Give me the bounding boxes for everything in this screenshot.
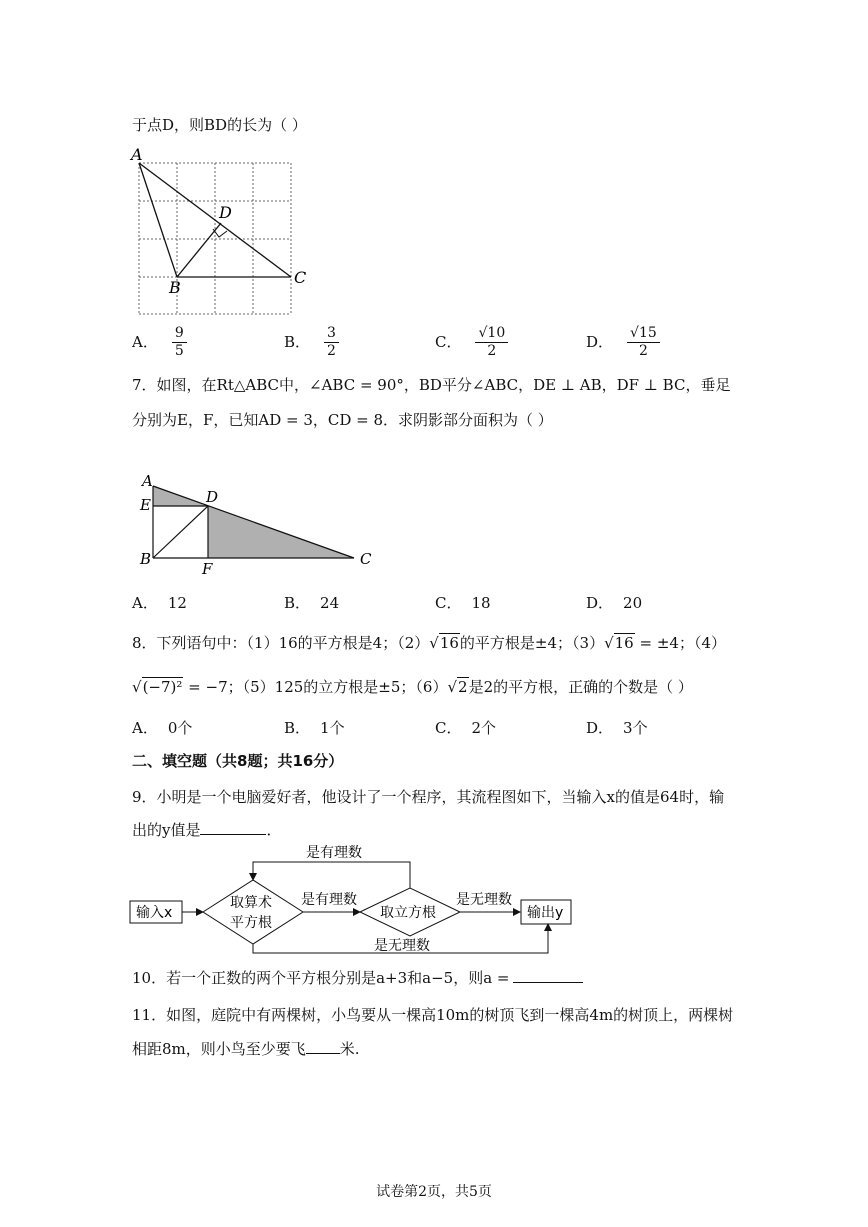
q6-option-d[interactable]: [586, 326, 660, 360]
q7-option-d[interactable]: [586, 592, 642, 613]
q7-label-a: A: [142, 472, 153, 490]
option-letter: A．: [132, 594, 158, 612]
flow-sqrt-line2: 平方根: [230, 915, 272, 931]
sqrt-expression: √16: [604, 634, 634, 652]
q9-text: ．: [266, 821, 282, 839]
q9-line-2: [132, 819, 282, 840]
q7-option-b[interactable]: [284, 592, 339, 613]
q6-label-c: C: [294, 268, 306, 287]
option-letter: C．: [435, 332, 462, 351]
option-value: 12: [167, 594, 187, 612]
q11-line-1: 11．如图，庭院中有两棵树，小鸟要从一棵高10m的树顶飞到一棵高4m的树顶上，两棵树: [132, 1006, 734, 1024]
q7-line-1: 7．如图，在Rt△ABC中，∠ABC = 90°，BD平分∠ABC，DE ⊥ AB，DF ⊥ BC，垂足: [132, 376, 731, 394]
flow-output-label: 输出y: [527, 905, 564, 921]
option-value: 24: [320, 594, 340, 612]
sqrt-expression: √(−7)²: [132, 678, 183, 696]
option-letter: B．: [284, 594, 311, 612]
q10-text: 10．若一个正数的两个平方根分别是a+3和a−5，则a =: [132, 969, 510, 987]
q6-option-a[interactable]: [132, 326, 187, 360]
q6-stem-tail: 于点D，则BD的长为（ ）: [132, 116, 307, 134]
q8-text: 的平方根是±4；（3）: [459, 634, 605, 652]
flow-label-rational-top: 是有理数: [306, 845, 362, 861]
q9-text: 出的y值是: [132, 821, 201, 839]
q11-line-2: [132, 1038, 360, 1059]
flow-input-label: 输入x: [136, 905, 173, 921]
q7-label-c: C: [360, 550, 372, 568]
option-value: 18: [471, 594, 491, 612]
option-value: 0个: [167, 719, 193, 737]
q9-flowchart: [128, 840, 578, 958]
option-value: 1个: [320, 719, 345, 737]
q7-line-2: 分别为E，F，已知AD = 3，CD = 8．求阴影部分面积为（ ）: [132, 411, 553, 429]
section-heading: 二、填空题（共8题；共16分）: [132, 752, 344, 770]
q7-label-b: B: [140, 550, 152, 568]
option-value: 20: [623, 594, 643, 612]
sqrt-expression: √2: [447, 678, 468, 696]
q11-text: 米.: [339, 1040, 360, 1058]
option-letter: D．: [586, 332, 614, 351]
radicand: 16: [614, 634, 634, 652]
q9-line-1: 9．小明是一个电脑爱好者，他设计了一个程序，其流程图如下，当输入x的值是64时，输: [132, 788, 725, 806]
q6-label-a: A: [131, 146, 143, 164]
frac-numerator: √15: [627, 326, 660, 343]
frac-numerator: 9: [172, 326, 187, 343]
answer-blank[interactable]: [306, 1053, 340, 1054]
q8-text: = ±4；（4）: [634, 634, 726, 652]
q8-text: 是2的平方根，正确的个数是（ ）: [468, 678, 693, 696]
q8-option-d[interactable]: [586, 717, 648, 738]
q8-option-b[interactable]: [284, 717, 345, 738]
page-footer: 试卷第2页，共5页: [376, 1184, 492, 1200]
flow-cube-label: 取立方根: [380, 905, 436, 921]
q8-option-c[interactable]: [435, 717, 496, 738]
frac-denominator: 2: [327, 343, 336, 360]
frac-denominator: 5: [174, 343, 184, 360]
q8-text: = −7；（5）125的立方根是±5；（6）: [183, 678, 448, 696]
option-letter: B．: [284, 719, 311, 737]
q6-figure: [126, 146, 306, 321]
option-letter: D．: [586, 719, 614, 737]
answer-blank[interactable]: [200, 834, 266, 835]
q6-label-b: B: [169, 278, 181, 297]
q8-line-2: [132, 676, 693, 697]
flow-sqrt-line1: 取算术: [230, 895, 272, 911]
q7-label-e: E: [140, 496, 151, 514]
flow-sqrt-diamond: [203, 880, 303, 944]
q7-option-a[interactable]: [132, 592, 187, 613]
q6-grid: [139, 163, 291, 314]
q7-label-d: D: [206, 488, 219, 506]
q10-line: [132, 967, 583, 988]
flow-label-irrational-right: 是无理数: [456, 892, 512, 908]
option-letter: C．: [435, 719, 462, 737]
frac-denominator: 2: [487, 343, 497, 360]
frac-denominator: 2: [638, 343, 648, 360]
flow-label-rational-mid: 是有理数: [301, 892, 357, 908]
option-letter: D．: [586, 594, 614, 612]
q7-option-c[interactable]: [435, 592, 491, 613]
option-value: 3个: [623, 719, 648, 737]
option-letter: B．: [284, 332, 311, 351]
answer-blank[interactable]: [513, 982, 583, 983]
q6-option-b[interactable]: [284, 326, 339, 360]
flow-label-irrational-bottom: 是无理数: [374, 938, 430, 954]
option-letter: C．: [435, 594, 462, 612]
q11-text: 相距8m，则小鸟至少要飞: [132, 1040, 306, 1058]
q8-option-a[interactable]: [132, 717, 192, 738]
q6-option-c[interactable]: [435, 326, 508, 360]
q7-figure: [132, 470, 382, 582]
option-letter: A．: [132, 332, 158, 351]
q6-label-d: D: [219, 203, 232, 222]
radicand: 2: [458, 678, 468, 696]
frac-numerator: 3: [324, 326, 339, 343]
radicand: (−7)²: [142, 678, 183, 696]
option-value: 2个: [471, 719, 497, 737]
q8-line-1: [132, 632, 726, 653]
frac-numerator: √10: [475, 326, 508, 343]
q7-label-f: F: [202, 560, 213, 578]
radicand: 16: [439, 634, 459, 652]
q8-text: 8．下列语句中：（1）16的平方根是4；（2）: [132, 634, 430, 652]
option-letter: A．: [132, 719, 158, 737]
sqrt-expression: √16: [429, 634, 459, 652]
